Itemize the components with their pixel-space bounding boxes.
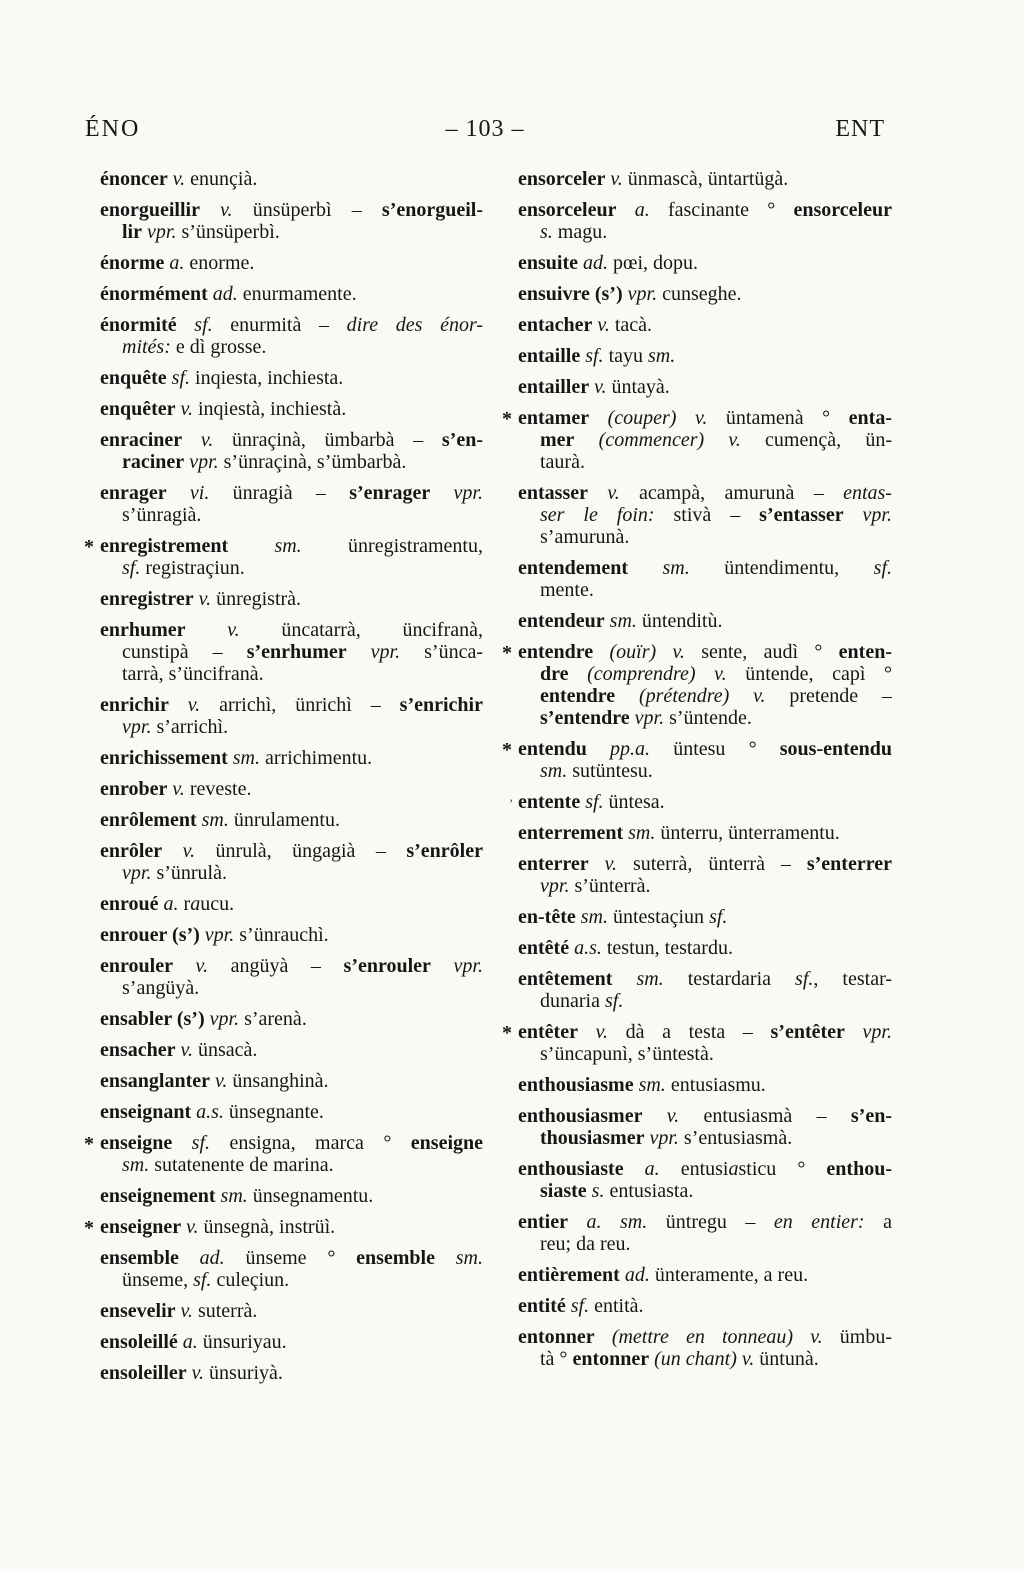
dictionary-entry: [502, 641, 892, 729]
entry-line: ensorceleur a. fascinante ° ensorceleur: [518, 199, 892, 221]
page-number: – 103 –: [445, 116, 525, 142]
dictionary-entry: [100, 588, 483, 610]
dictionary-entry: [100, 747, 483, 769]
entry-line: enthousiasmer v. entusiasmà – s’en-: [518, 1105, 892, 1127]
entry-line: enrichissement sm. arrichimentu.: [100, 747, 373, 769]
guide-word-right: ENT: [835, 116, 885, 142]
dictionary-entry: [84, 1132, 483, 1176]
dictionary-entry: [100, 168, 483, 190]
entry-line: enseignement sm. ünsegnamentu.: [100, 1185, 374, 1207]
entry-line: en-tête sm. üntestaçiun sf.: [518, 906, 728, 928]
column-right: [502, 168, 892, 1393]
entry-line: vpr. s’arrichì.: [122, 716, 229, 738]
entry-line: enterrement sm. ünterru, ünterramentu.: [518, 822, 840, 844]
entry-line: siaste s. entusiasta.: [540, 1180, 694, 1202]
dictionary-entry: [518, 822, 892, 844]
entry-line: s’angüyà.: [122, 977, 200, 999]
entry-line: lir vpr. s’ünsüperbì.: [122, 221, 280, 243]
entry-line: entonner (mettre en tonneau) v. ümbu-: [518, 1326, 892, 1348]
dictionary-entry: [518, 168, 892, 190]
entry-line: enquêter v. inqiestà, inchiestà.: [100, 398, 347, 420]
dictionary-entry: [518, 314, 892, 336]
entry-line: enseignant a.s. ünsegnante.: [100, 1101, 324, 1123]
entry-line: enregistrer v. ünregistrà.: [100, 588, 302, 610]
entry-line: enrager vi. ünragià – s’enrager vpr.: [100, 482, 483, 504]
entry-line: entièrement ad. ünteramente, a reu.: [518, 1264, 809, 1286]
entry-line: s’ünragià.: [122, 504, 202, 526]
asterisk-marker: *: [84, 1133, 94, 1155]
entry-line: enraciner v. ünraçinà, ümbarbà – s’en-: [100, 429, 483, 451]
guide-word-left: ÉNO: [85, 116, 141, 142]
entry-line: vpr. s’ünterrà.: [540, 875, 651, 897]
entry-line: entendement sm. üntendimentu, sf.: [518, 557, 892, 579]
dictionary-entry: [100, 367, 483, 389]
entry-line: mités: e dì grosse.: [122, 336, 267, 358]
entry-line: sm. sutatenente de marina.: [122, 1154, 334, 1176]
dictionary-entry: [100, 924, 483, 946]
entry-line: entamer (couper) v. üntamenà ° enta-: [518, 407, 892, 429]
entry-line: énormément ad. enurmamente.: [100, 283, 357, 305]
page-header: [85, 116, 885, 142]
dictionary-entry: [518, 1105, 892, 1149]
entry-line: entêtement sm. testardaria sf., testar-: [518, 968, 892, 990]
dictionary-entry: [518, 1295, 892, 1317]
dictionary-entry: [518, 906, 892, 928]
entry-line: enthousiasme sm. entusiasmu.: [518, 1074, 766, 1096]
entry-line: enroué a. raucu.: [100, 893, 235, 915]
entry-line: mente.: [540, 579, 594, 601]
entry-line: entêter v. dà a testa – s’entêter vpr.: [518, 1021, 892, 1043]
entry-line: enrhumer v. üncatarrà, üncifranà,: [100, 619, 483, 641]
entry-line: enseigner v. ünsegnà, instrüì.: [100, 1216, 336, 1238]
dictionary-entry: [518, 199, 892, 243]
entry-line: enseigne sf. ensigna, marca ° enseigne: [100, 1132, 483, 1154]
dictionary-entry: [502, 1021, 892, 1065]
dictionary-entry: [100, 955, 483, 999]
dictionary-entry: [100, 1300, 483, 1322]
entry-line: entente sf. üntesa.: [518, 791, 665, 813]
entry-line: s. magu.: [540, 221, 608, 243]
entry-line: ensemble ad. ünseme ° ensemble sm.: [100, 1247, 483, 1269]
entry-line: dunaria sf.: [540, 990, 624, 1012]
dictionary-entry: [100, 1008, 483, 1030]
entry-line: vpr. s’ünrulà.: [122, 862, 227, 884]
entry-line: énoncer v. enunçià.: [100, 168, 258, 190]
dictionary-entry: [100, 1362, 483, 1384]
dictionary-entry: [100, 1039, 483, 1061]
dictionary-entry: [509, 791, 892, 813]
entry-line: ensabler (s’) vpr. s’arenà.: [100, 1008, 307, 1030]
gutter-mark: ’: [509, 796, 514, 811]
entry-line: s’üncapunì, s’üntestà.: [540, 1043, 714, 1065]
entry-line: entité sf. entità.: [518, 1295, 644, 1317]
entry-line: entier a. sm. üntregu – en entier: a: [518, 1211, 892, 1233]
dictionary-entry: [100, 1070, 483, 1092]
entry-line: enterrer v. suterrà, ünterrà – s’enterrer: [518, 853, 892, 875]
entry-line: énormité sf. enurmità – dire des énor-: [100, 314, 483, 336]
entry-line: s’amurunà.: [540, 526, 630, 548]
entry-line: ensevelir v. suterrà.: [100, 1300, 258, 1322]
entry-line: taurà.: [540, 451, 585, 473]
asterisk-marker: *: [502, 1022, 512, 1044]
dictionary-entry: [518, 1264, 892, 1286]
dictionary-entry: [100, 1101, 483, 1123]
dictionary-entry: [518, 1074, 892, 1096]
entry-line: ensoleiller v. ünsuriyà.: [100, 1362, 283, 1384]
dictionary-entry: [518, 1326, 892, 1370]
dictionary-entry: [518, 376, 892, 398]
column-left: [84, 168, 483, 1393]
entry-line: sm. sutüntesu.: [540, 760, 653, 782]
dictionary-entry: [84, 535, 483, 579]
dictionary-entry: [100, 398, 483, 420]
asterisk-marker: *: [502, 642, 512, 664]
dictionary-entry: [84, 1216, 483, 1239]
dictionary-entry: [100, 694, 483, 738]
entry-line: enorgueillir v. ünsüperbì – s’enorgueil-: [100, 199, 483, 221]
entry-line: entailler v. üntayà.: [518, 376, 670, 398]
entry-line: ensoleillé a. ünsuriyau.: [100, 1331, 287, 1353]
asterisk-marker: *: [502, 408, 512, 430]
dictionary-entry: [502, 407, 892, 473]
dictionary-entry: [518, 853, 892, 897]
entry-line: entendu pp.a. üntesu ° sous-entendu: [518, 738, 892, 760]
dictionary-entry: [518, 345, 892, 367]
entry-line: ser le foin: stivà – s’entasser vpr.: [540, 504, 892, 526]
dictionary-entry: [518, 1211, 892, 1255]
dictionary-entry: [100, 1185, 483, 1207]
entry-line: enregistrement sm. ünregistramentu,: [100, 535, 483, 557]
entry-line: entasser v. acampà, amurunà – entas-: [518, 482, 892, 504]
entry-line: tà ° entonner (un chant) v. üntunà.: [540, 1348, 819, 1370]
dictionary-entry: [518, 252, 892, 274]
entry-line: entacher v. tacà.: [518, 314, 653, 336]
entry-line: enrouler v. angüyà – s’enrouler vpr.: [100, 955, 483, 977]
entry-line: ensorceler v. ünmascà, üntartügà.: [518, 168, 789, 190]
dictionary-entry: [100, 893, 483, 915]
dictionary-entry: [100, 809, 483, 831]
dictionary-entry: [502, 738, 892, 782]
entry-line: enrôlement sm. ünrulamentu.: [100, 809, 340, 831]
dictionary-entry: [518, 557, 892, 601]
entry-line: entendre (prétendre) v. pretende –: [540, 685, 892, 707]
dictionary-entry: [100, 314, 483, 358]
dictionary-entry: [518, 968, 892, 1012]
entry-line: tarrà, s’üncifranà.: [122, 663, 264, 685]
entry-line: ensuivre (s’) vpr. cunseghe.: [518, 283, 742, 305]
dictionary-entry: [100, 840, 483, 884]
entry-line: entendeur sm. üntenditù.: [518, 610, 723, 632]
dictionary-entry: [100, 619, 483, 685]
asterisk-marker: *: [502, 739, 512, 761]
entry-line: enrichir v. arrichì, ünrichì – s’enrichir: [100, 694, 483, 716]
dictionary-entry: [100, 199, 483, 243]
dictionary-entry: [100, 1331, 483, 1353]
entry-line: ensanglanter v. ünsanghinà.: [100, 1070, 329, 1092]
dictionary-entry: [518, 610, 892, 632]
entry-line: enrober v. reveste.: [100, 778, 252, 800]
dictionary-entry: [518, 1158, 892, 1202]
entry-line: sf. registraçiun.: [122, 557, 245, 579]
entry-line: entendre (ouïr) v. sente, audì ° enten-: [518, 641, 892, 663]
dictionary-entry: [100, 283, 483, 305]
entry-line: enquête sf. inqiesta, inchiesta.: [100, 367, 344, 389]
entry-line: thousiasmer vpr. s’entusiasmà.: [540, 1127, 793, 1149]
dictionary-entry: [100, 252, 483, 274]
dictionary-entry: [518, 283, 892, 305]
entry-line: raciner vpr. s’ünraçinà, s’ümbarbà.: [122, 451, 407, 473]
entry-line: énorme a. enorme.: [100, 252, 255, 274]
entry-line: mer (commencer) v. cumençà, ün-: [540, 429, 892, 451]
dictionary-entry: [100, 1247, 483, 1291]
entry-line: s’entendre vpr. s’üntende.: [540, 707, 752, 729]
dictionary-entry: [518, 937, 892, 959]
asterisk-marker: *: [84, 536, 94, 558]
entry-line: ünseme, sf. culeçiun.: [122, 1269, 290, 1291]
dictionary-entry: [518, 482, 892, 548]
entry-line: dre (comprendre) v. üntende, capì °: [540, 663, 892, 685]
entry-line: reu; da reu.: [540, 1233, 631, 1255]
entry-line: enthousiaste a. entusiasticu ° enthou-: [518, 1158, 892, 1180]
entry-line: entêté a.s. testun, testardu.: [518, 937, 733, 959]
entry-line: enrouer (s’) vpr. s’ünrauchì.: [100, 924, 329, 946]
entry-line: ensacher v. ünsacà.: [100, 1039, 258, 1061]
entry-line: cunstipà – s’enrhumer vpr. s’ünca-: [122, 641, 483, 663]
dictionary-entry: [100, 429, 483, 473]
asterisk-marker: *: [84, 1217, 94, 1239]
text-columns: [84, 168, 1024, 1393]
entry-line: enrôler v. ünrulà, üngagià – s’enrôler: [100, 840, 483, 862]
dictionary-entry: [100, 482, 483, 526]
entry-line: entaille sf. tayu sm.: [518, 345, 676, 367]
dictionary-entry: [100, 778, 483, 800]
entry-line: ensuite ad. pœi, dopu.: [518, 252, 698, 274]
